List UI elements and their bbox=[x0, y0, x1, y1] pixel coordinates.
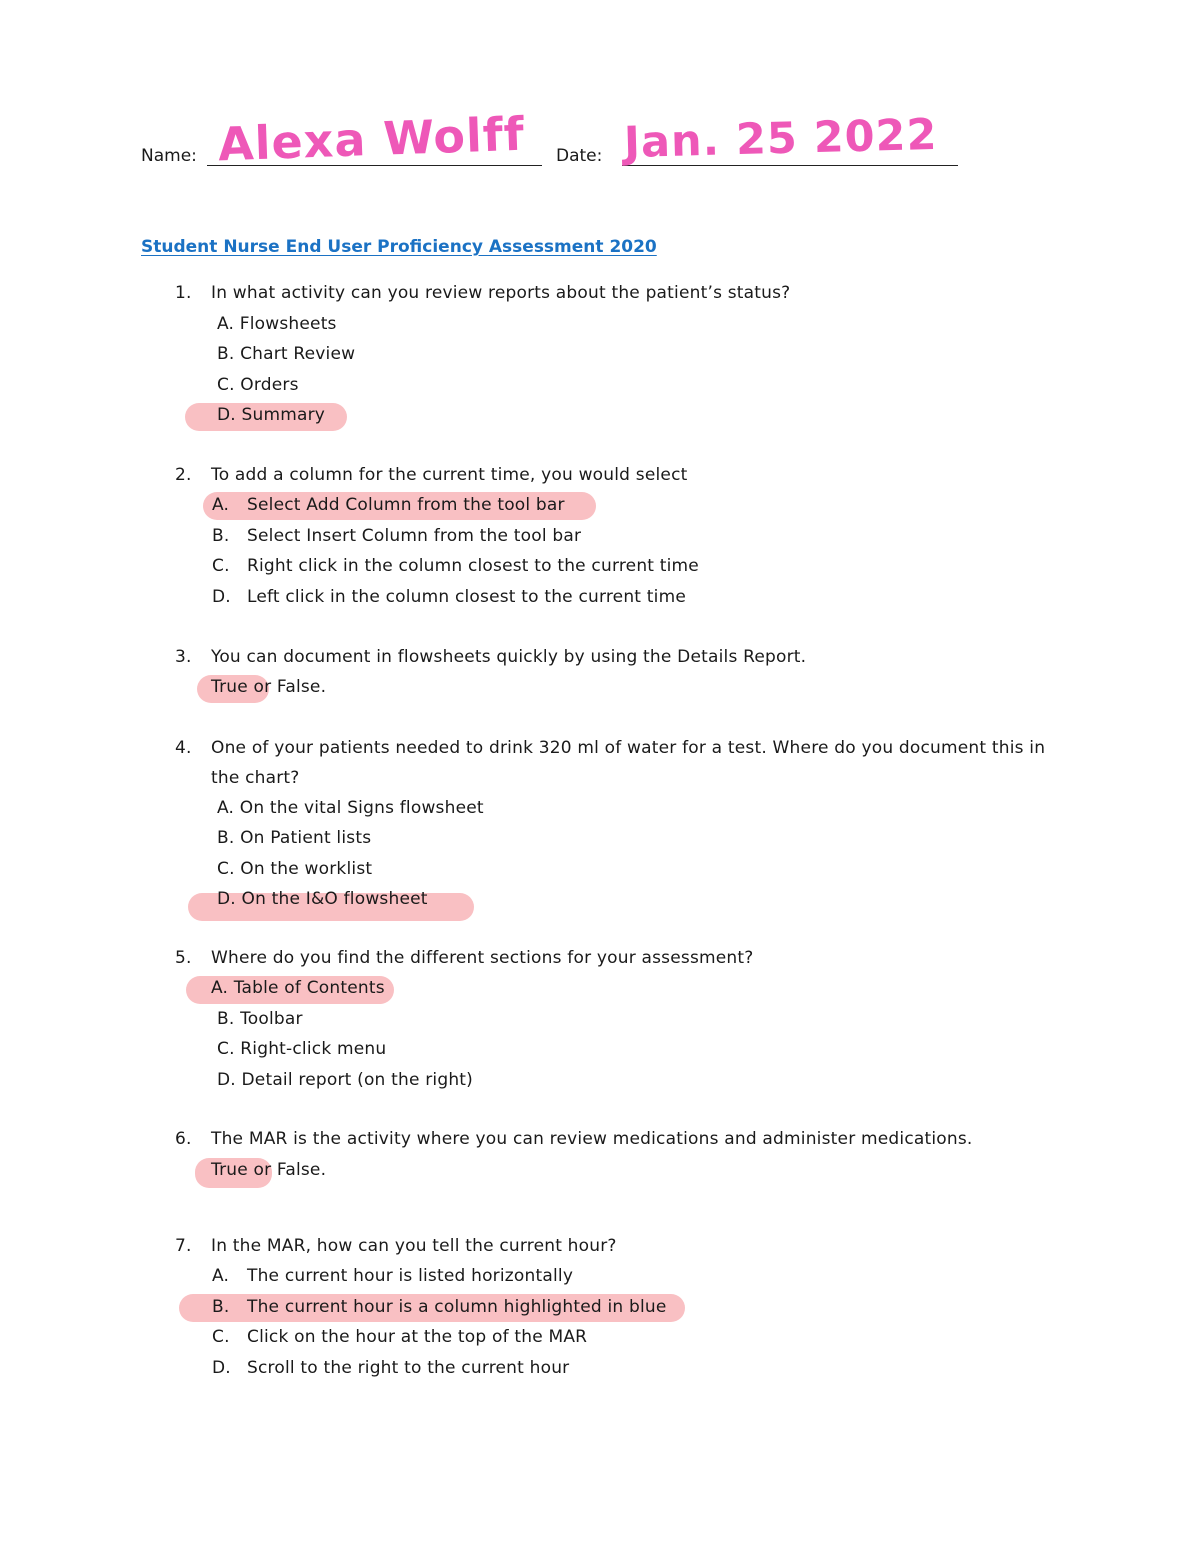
question-number: 4. bbox=[175, 738, 192, 758]
question-6 bbox=[175, 1128, 973, 1150]
option-7d bbox=[212, 1357, 569, 1379]
option-letter: A. bbox=[212, 1266, 230, 1286]
option-2a bbox=[212, 494, 565, 516]
question-number: 3. bbox=[175, 647, 192, 667]
option-4c: C. On the worklist bbox=[217, 859, 373, 879]
option-text: The current hour is a column highlighted in blue bbox=[247, 1297, 667, 1317]
date-label: Date: bbox=[556, 146, 603, 166]
date-handwritten: Jan. 25 2022 bbox=[623, 109, 939, 169]
option-letter: D. bbox=[212, 1358, 231, 1378]
true-false-3: True or False. bbox=[211, 677, 327, 697]
question-number: 1. bbox=[175, 283, 192, 303]
question-number: 2. bbox=[175, 465, 192, 485]
option-letter: A. bbox=[212, 495, 230, 515]
question-text: Where do you find the different sections for your assessment? bbox=[211, 948, 754, 968]
option-2b bbox=[212, 525, 581, 547]
option-letter: C. bbox=[212, 1327, 230, 1347]
option-text: Scroll to the right to the current hour bbox=[247, 1358, 570, 1378]
option-letter: D. bbox=[212, 587, 231, 607]
option-1a: A. Flowsheets bbox=[217, 314, 337, 334]
name-label: Name: bbox=[141, 146, 197, 166]
option-5d: D. Detail report (on the right) bbox=[217, 1070, 473, 1090]
option-7a bbox=[212, 1265, 573, 1287]
question-text: You can document in flowsheets quickly by using the Details Report. bbox=[211, 647, 807, 667]
option-text: Right click in the column closest to the current time bbox=[247, 556, 699, 576]
option-7c bbox=[212, 1326, 587, 1348]
option-4b: B. On Patient lists bbox=[217, 828, 372, 848]
option-4a: A. On the vital Signs flowsheet bbox=[217, 798, 484, 818]
question-text: One of your patients needed to drink 320 ml of water for a test. Where do you document this in bbox=[211, 738, 1046, 758]
question-text: In the MAR, how can you tell the current hour? bbox=[211, 1236, 617, 1256]
option-text: Select Insert Column from the tool bar bbox=[247, 526, 582, 546]
name-handwritten: Alexa Wolff bbox=[217, 106, 526, 172]
question-5 bbox=[175, 947, 753, 969]
option-4d: D. On the I&O flowsheet bbox=[217, 889, 428, 909]
question-text: To add a column for the current time, you would select bbox=[211, 465, 688, 485]
option-7b bbox=[212, 1296, 667, 1318]
question-number: 5. bbox=[175, 948, 192, 968]
option-5c: C. Right-click menu bbox=[217, 1039, 387, 1059]
true-false-6: True or False. bbox=[211, 1160, 327, 1180]
option-text: The current hour is listed horizontally bbox=[247, 1266, 574, 1286]
option-2d bbox=[212, 586, 686, 608]
option-1b: B. Chart Review bbox=[217, 344, 356, 364]
option-1d: D. Summary bbox=[217, 405, 326, 425]
question-text: The MAR is the activity where you can review medications and administer medications. bbox=[211, 1129, 973, 1149]
option-1c: C. Orders bbox=[217, 375, 299, 395]
question-4 bbox=[175, 737, 1045, 759]
question-number: 6. bbox=[175, 1129, 192, 1149]
page-title: Student Nurse End User Proficiency Assessment 2020 bbox=[141, 237, 657, 257]
option-letter: B. bbox=[212, 1297, 230, 1317]
question-number: 7. bbox=[175, 1236, 192, 1256]
question-3 bbox=[175, 646, 806, 668]
option-letter: B. bbox=[212, 526, 230, 546]
option-text: Left click in the column closest to the current time bbox=[247, 587, 686, 607]
question-1 bbox=[175, 282, 790, 304]
option-2c bbox=[212, 555, 699, 577]
question-text: In what activity can you review reports about the patient’s status? bbox=[211, 283, 791, 303]
question-4-continued: the chart? bbox=[211, 768, 300, 788]
option-letter: C. bbox=[212, 556, 230, 576]
question-2 bbox=[175, 464, 687, 486]
option-5b: B. Toolbar bbox=[217, 1009, 303, 1029]
option-5a: A. Table of Contents bbox=[211, 978, 385, 998]
option-text: Click on the hour at the top of the MAR bbox=[247, 1327, 588, 1347]
option-text: Select Add Column from the tool bar bbox=[247, 495, 565, 515]
question-7 bbox=[175, 1235, 617, 1257]
